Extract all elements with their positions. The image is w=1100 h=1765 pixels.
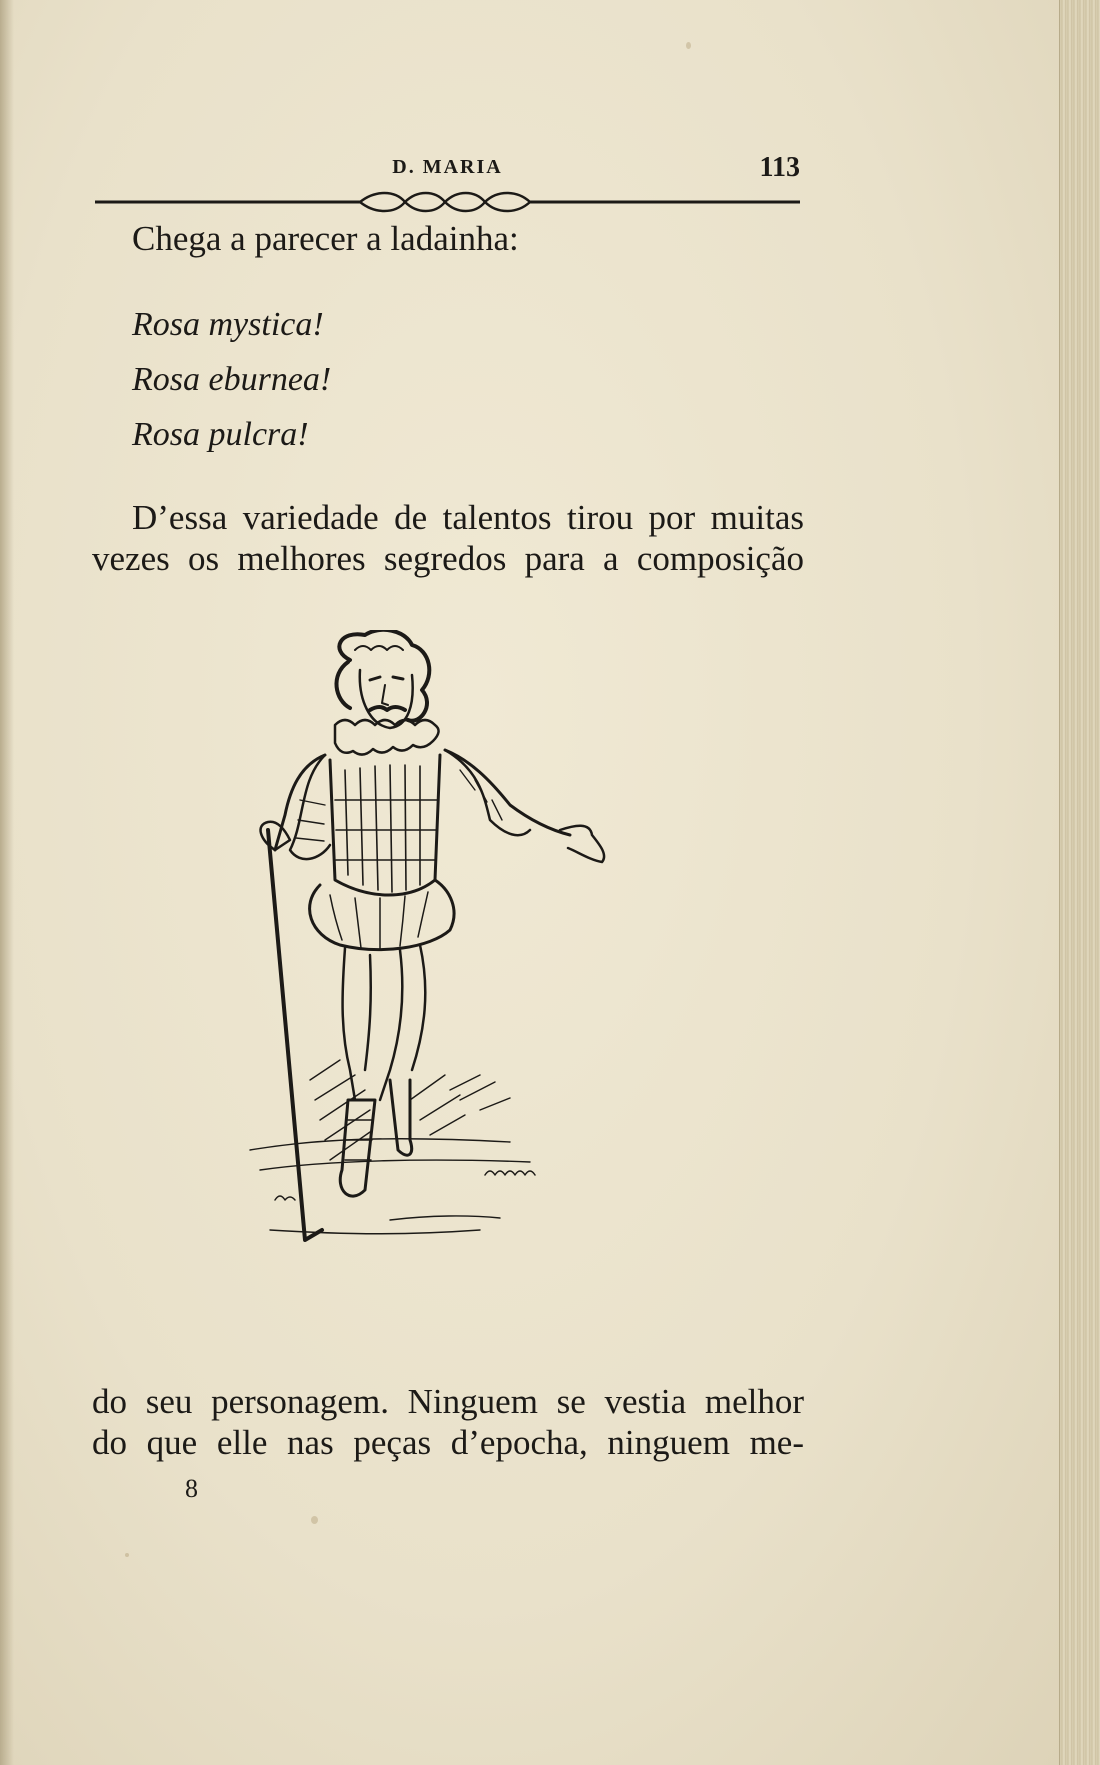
ornamental-rule (95, 190, 800, 214)
running-title: D. MARIA (392, 156, 503, 178)
signature-mark: 8 (185, 1474, 198, 1503)
intro-line: Chega a parecer a ladainha: (132, 219, 519, 258)
verse-line: Rosa pulcra! (132, 416, 309, 453)
paper-spot (311, 1516, 318, 1524)
figure-with-cane-icon (230, 630, 670, 1310)
paragraph (92, 497, 804, 579)
paragraph-line: do que elle nas peças d’epocha, ninguem me- (92, 1423, 804, 1462)
page-number: 113 (759, 152, 800, 183)
binding-shadow (0, 0, 14, 1765)
paragraph-line: do seu personagem. Ninguem se vestia melhor (92, 1382, 804, 1421)
verse-line: Rosa mystica! (132, 306, 324, 343)
paper-spot (686, 42, 691, 49)
paragraph-line: vezes os melhores segredos para a composição (92, 539, 804, 578)
paper-spot (125, 1553, 129, 1557)
verse-line: Rosa eburnea! (132, 361, 332, 398)
running-head (95, 152, 800, 188)
paragraph (92, 1381, 804, 1463)
page-edge (1059, 0, 1100, 1765)
paragraph-line: D’essa variedade de talentos tirou por muitas (132, 498, 804, 537)
